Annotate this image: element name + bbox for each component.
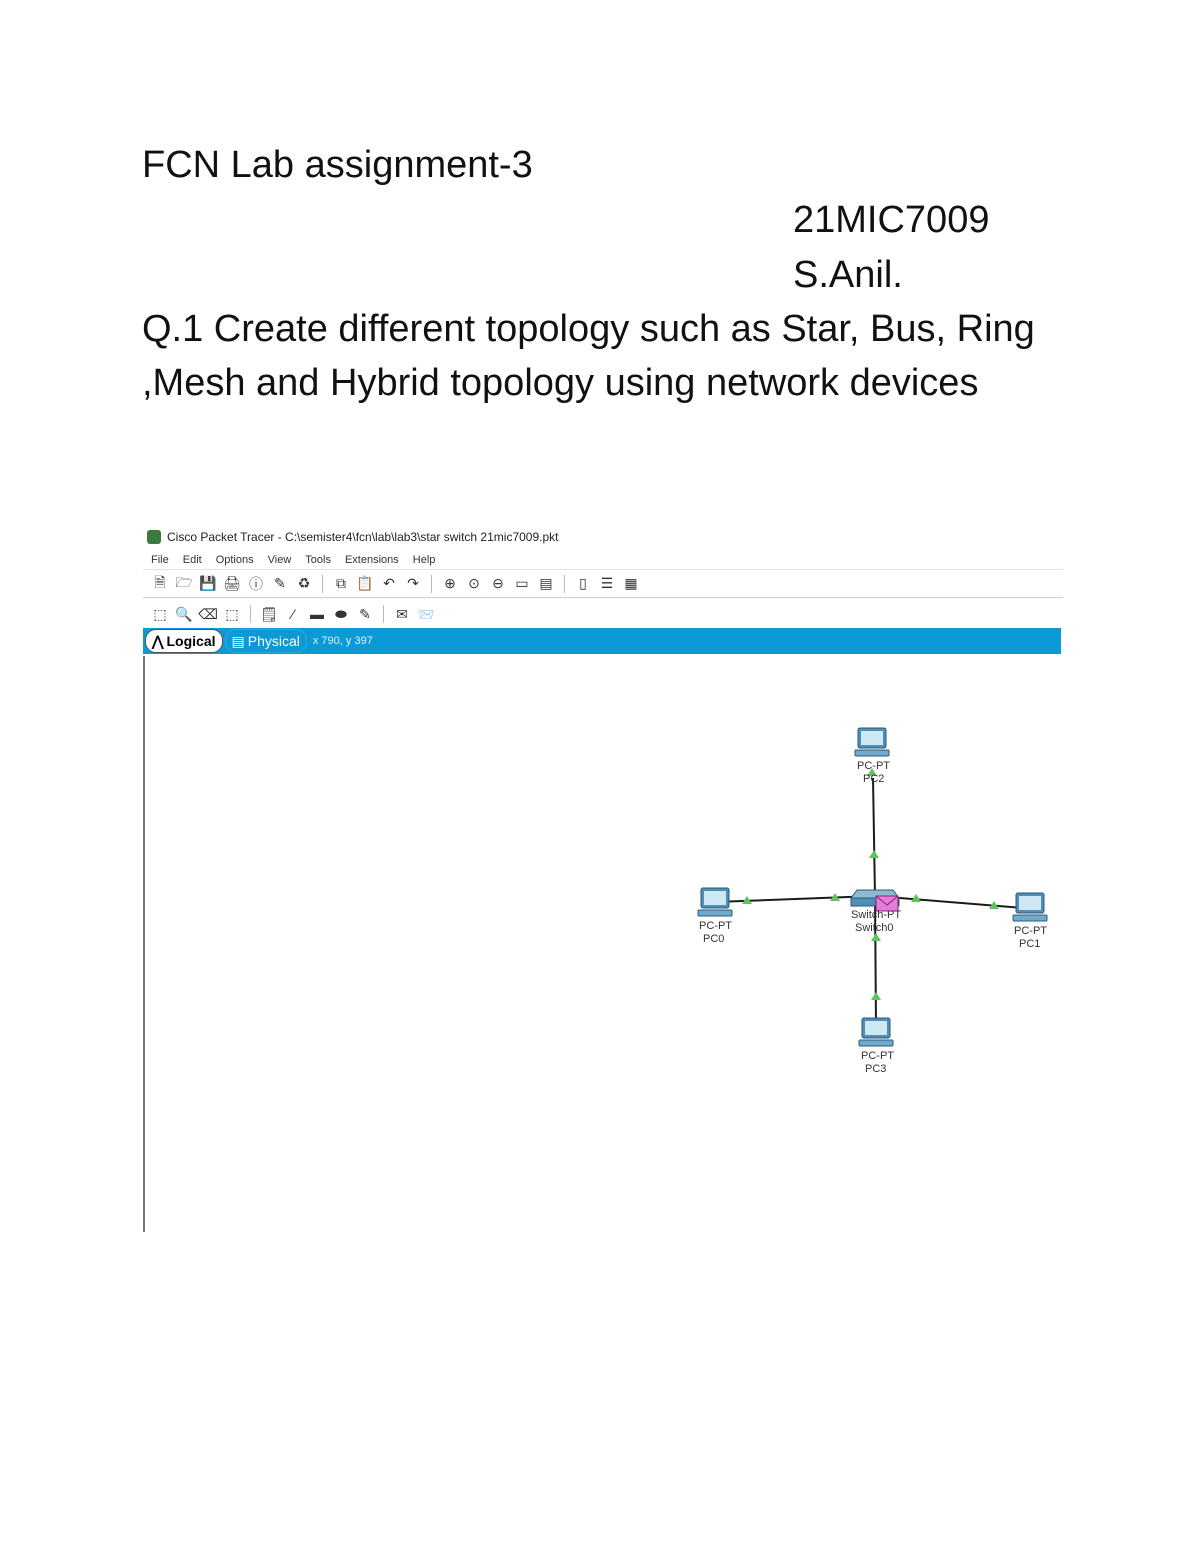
pc1-name-label: PC1 (1019, 938, 1041, 950)
pc3-model-label: PC-PT (861, 1050, 894, 1062)
custom-devices-icon[interactable]: ▤ (539, 575, 553, 591)
link-status-pc2-switch (869, 850, 879, 858)
tab-physical[interactable] (225, 629, 307, 653)
topology-diagram (145, 656, 1061, 1232)
open-folder-icon[interactable]: 🗁 (175, 573, 193, 590)
main-toolbar (143, 570, 1063, 598)
print-icon[interactable]: 🖨 (223, 575, 241, 591)
pc2-model-label: PC-PT (857, 760, 890, 772)
zoom-reset-icon[interactable]: ⊙ (468, 575, 480, 591)
workspace-tabbar (143, 628, 1061, 654)
menu-bar (143, 550, 1063, 570)
place-note-icon[interactable]: 🗒 (260, 605, 278, 622)
pc0-model-label: PC-PT (699, 920, 732, 932)
pc1-model-label: PC-PT (1014, 925, 1047, 937)
window-title: Cisco Packet Tracer - C:\semister4\fcn\lab\lab3\star switch 21mic7009.pkt (167, 530, 559, 544)
save-icon[interactable]: 💾 (199, 575, 217, 591)
link-status-pc1-switch (911, 894, 921, 902)
draw-line-icon[interactable]: ∕ (291, 606, 295, 622)
tab-logical-label: Logical (166, 633, 216, 649)
packet-tracer-screenshot (143, 526, 1063, 1232)
packet-tracer-logo-icon (147, 530, 161, 544)
delete-icon[interactable]: ⌫ (198, 605, 218, 622)
switch0-name-label: Switch0 (855, 922, 894, 934)
draw-ellipse-icon[interactable]: ⬬ (335, 605, 347, 622)
tab-physical-label: Physical (247, 633, 300, 649)
resize-shape-icon[interactable]: ⬚ (225, 605, 239, 622)
logical-workspace[interactable] (143, 656, 1061, 1232)
copy-icon[interactable]: ⧉ (336, 575, 346, 591)
pc0-device[interactable] (698, 888, 732, 916)
simple-pdu-icon[interactable]: ✉ (396, 605, 408, 622)
drawing-palette-icon[interactable]: ▭ (515, 575, 529, 591)
student-name: S.Anil. (793, 254, 903, 296)
window-titlebar (143, 526, 1063, 548)
menu-extensions[interactable]: Extensions (344, 553, 399, 566)
menu-edit[interactable]: Edit (182, 553, 202, 566)
viewport-icon[interactable]: ▯ (579, 575, 587, 591)
cursor-coordinates: x 790, y 397 (312, 635, 373, 647)
pc2-name-label: PC2 (863, 773, 885, 785)
device-list-icon[interactable]: ☰ (600, 575, 614, 591)
freeform-icon[interactable]: ✎ (359, 605, 371, 622)
menu-view[interactable]: View (267, 553, 292, 566)
question-text: Q.1 Create different topology such as Star, Bus, Ring ,Mesh and Hybrid topology using network devices (142, 308, 1035, 404)
pc3-device[interactable] (859, 1018, 893, 1046)
switch0-model-label: Switch-PT (851, 909, 902, 921)
menu-tools[interactable]: Tools (305, 553, 331, 566)
tab-logical[interactable] (145, 629, 223, 653)
select-icon[interactable]: ⬚ (153, 605, 167, 622)
menu-options[interactable]: Options (215, 553, 254, 566)
edit-toolbar (143, 600, 1063, 628)
complex-pdu-icon[interactable]: 📨 (417, 605, 435, 622)
link-switch-pc2 (873, 778, 875, 896)
menu-help[interactable]: Help (412, 553, 436, 566)
menu-file[interactable]: File (151, 553, 169, 566)
link-status-pc3-switch (871, 933, 881, 941)
activity-wizard-icon[interactable]: ♻ (297, 575, 311, 591)
pc0-name-label: PC0 (703, 933, 725, 945)
inspect-icon[interactable]: 🔍 (175, 605, 193, 622)
undo-icon[interactable]: ↶ (383, 575, 395, 591)
pc2-device[interactable] (855, 728, 889, 756)
network-wizard-icon[interactable]: ✎ (274, 575, 286, 591)
physical-icon: ▤ (231, 632, 245, 649)
new-file-icon[interactable]: 🗎 (154, 573, 166, 590)
pdu-list-icon[interactable]: ▦ (624, 575, 638, 591)
draw-rectangle-icon[interactable]: ▬ (310, 606, 324, 622)
zoom-out-icon[interactable]: ⊖ (492, 575, 504, 591)
paste-icon[interactable]: 📋 (356, 575, 374, 591)
info-icon[interactable]: ⓘ (249, 575, 263, 592)
redo-icon[interactable]: ↷ (407, 575, 419, 591)
link-status-pc3-near (871, 992, 881, 1000)
roll-number: 21MIC7009 (793, 199, 990, 241)
zoom-in-icon[interactable]: ⊕ (444, 575, 456, 591)
pc1-device[interactable] (1013, 893, 1047, 921)
logical-icon: ⋀ (152, 632, 164, 649)
document-title: FCN Lab assignment-3 (142, 144, 533, 186)
pc3-name-label: PC3 (865, 1063, 887, 1075)
